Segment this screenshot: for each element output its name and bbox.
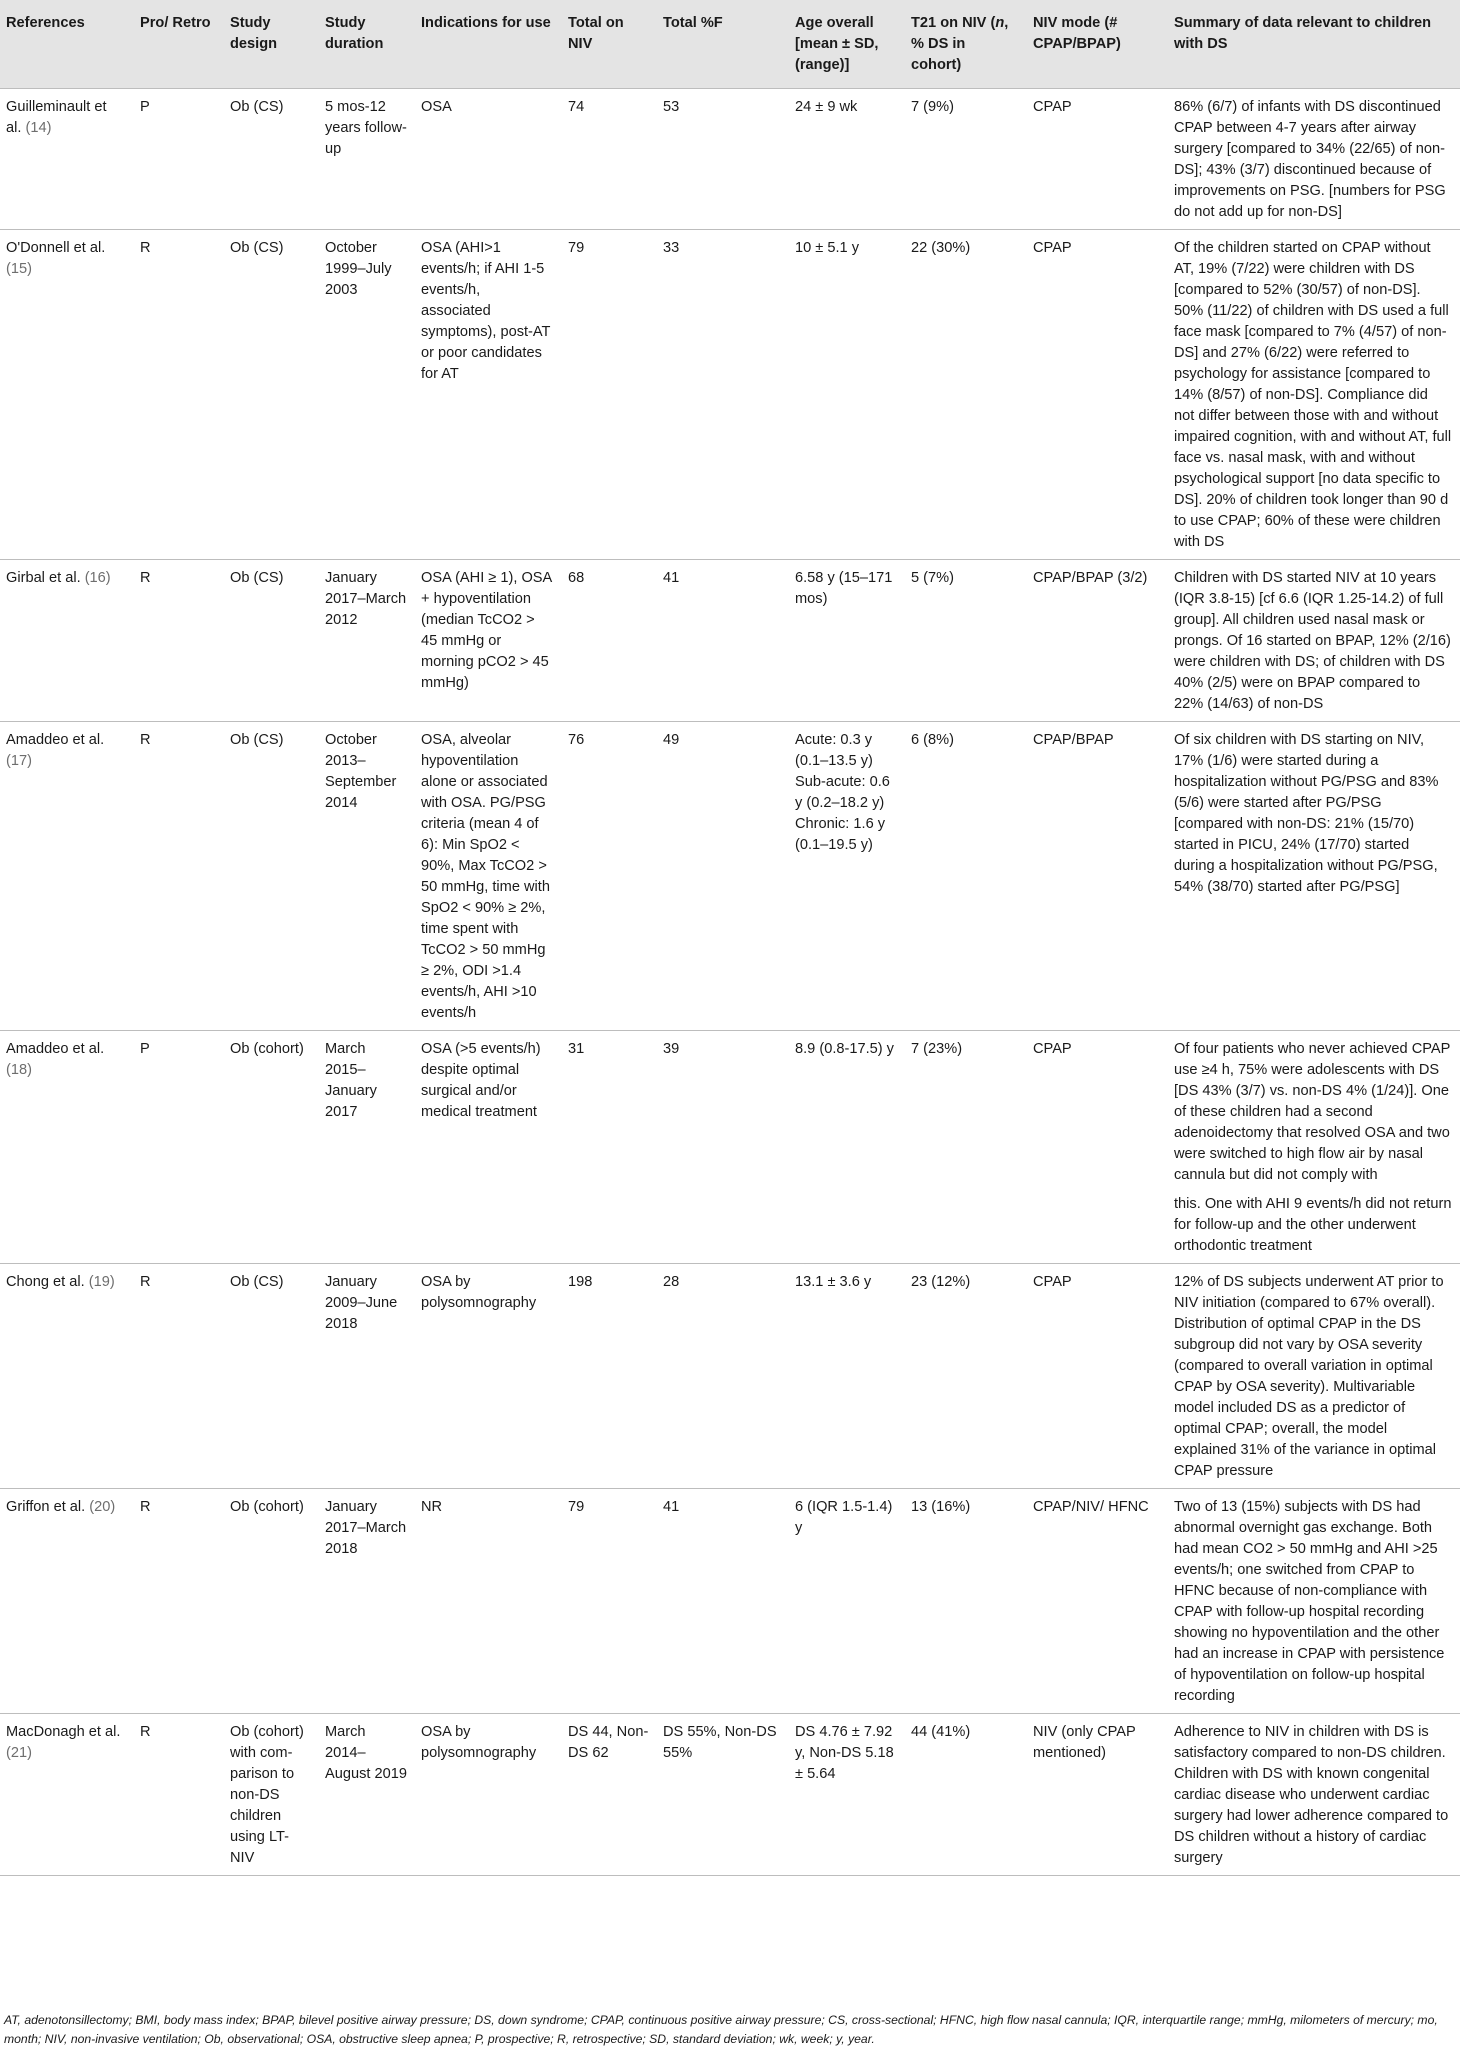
cell-design: Ob (CS) bbox=[230, 732, 284, 748]
cell-duration: October 1999–July 2003 bbox=[325, 240, 392, 298]
cell-summary-continued: this. One with AHI 9 events/h did not return for follow-up and the other underwent orthodontic treatment bbox=[1174, 1196, 1452, 1254]
citation-link[interactable]: (16) bbox=[84, 570, 111, 586]
cell-reference bbox=[0, 230, 134, 560]
cell-pro-retro: P bbox=[140, 99, 150, 115]
cell-age: Acute: 0.3 y (0.1–13.5 y) Sub-acute: 0.6 y (0.2–18.2 y) Chronic: 1.6 y (0.1–19.5 y) bbox=[795, 732, 890, 853]
citation-link[interactable]: (17) bbox=[6, 753, 32, 769]
cell-indications: OSA (>5 events/h) despite optimal surgical and/or medical treatment bbox=[421, 1041, 541, 1120]
cell-niv-mode: CPAP bbox=[1033, 1274, 1072, 1290]
table-row-continuation bbox=[0, 1192, 1460, 1264]
cell-summary: 12% of DS subjects underwent AT prior to NIV initiation (compared to 67% overall). Distribution of optimal CPAP in the DS subgroup did not vary by OSA severity (compared to overall variation in optimal CPAP by OSA severity). Multivariable model included DS as a predictor of optimal CPAP; overall, the model explained 31% of the variance in optimal CPAP pressure bbox=[1174, 1274, 1444, 1479]
cell-reference bbox=[0, 1264, 134, 1489]
table-row bbox=[0, 1714, 1460, 1876]
citation-link[interactable]: (20) bbox=[89, 1499, 116, 1515]
table-row bbox=[0, 1264, 1460, 1489]
cell-summary: Two of 13 (15%) subjects with DS had abnormal overnight gas exchange. Both had mean CO2 > 50 mmHg and AHI >25 events/h; one switched from CPAP to HFNC because of non-compliance with CPAP with follow-up hospital recording showing no hypoventilation and the other had an increase in CPAP with persistence of hypoventilation on follow-up hospital recording bbox=[1174, 1499, 1445, 1704]
cell-design: Ob (CS) bbox=[230, 570, 284, 586]
cell-total-niv: 31 bbox=[568, 1041, 585, 1057]
cell-reference bbox=[0, 1031, 134, 1193]
cell-design: Ob (cohort) bbox=[230, 1499, 304, 1515]
ref-name: MacDonagh et al. bbox=[6, 1724, 121, 1740]
cell-indications: OSA (AHI>1 events/h; if AHI 1-5 events/h, associated symptoms), post-AT or poor candidates for AT bbox=[421, 240, 551, 382]
cell-t21: 13 (16%) bbox=[911, 1499, 971, 1515]
header-age: Age overall [mean ± SD, (range)] bbox=[789, 0, 905, 89]
cell-summary: Of four patients who never achieved CPAP use ≥4 h, 75% were adolescents with DS [DS 43% (3/7) vs. non-DS 4% (1/24)]. One of these children had a second adenoidectomy that resolved OSA and two were switched to high flow air by nasal cannula but did not comply with bbox=[1174, 1041, 1451, 1183]
cell-total-niv: 74 bbox=[568, 99, 585, 115]
cell-total-f: 53 bbox=[663, 99, 680, 115]
cell-pro-retro: R bbox=[140, 1499, 151, 1515]
citation-link[interactable]: (18) bbox=[6, 1062, 32, 1078]
cell-duration: March 2015–January 2017 bbox=[325, 1041, 377, 1120]
cell-pro-retro: R bbox=[140, 570, 151, 586]
cell-design: Ob (CS) bbox=[230, 99, 284, 115]
cell-pro-retro: R bbox=[140, 732, 151, 748]
header-references: References bbox=[0, 0, 134, 89]
cell-niv-mode: CPAP/NIV/ HFNC bbox=[1033, 1499, 1149, 1515]
cell-total-f: 41 bbox=[663, 1499, 680, 1515]
cell-reference bbox=[0, 560, 134, 722]
header-study-duration: Study duration bbox=[319, 0, 415, 89]
cell-indications: OSA by polysomnography bbox=[421, 1274, 537, 1311]
header-t21-post: , % DS in cohort) bbox=[911, 15, 1009, 73]
cell-summary: Of the children started on CPAP without AT, 19% (7/22) were children with DS [compared to 52% (30/57) of non-DS]. 50% (11/22) of children with DS used a full face mask [compared to 7% (4/57) of non-DS] and 27% (6/22) were referred to psychology for assistance [compared to 14% (8/57) of non-DS]. Compliance did not differ between those with and without impaired cognition, with and without AT, full face vs. nasal mask, with and without psychological support [no data specific to DS]. 20% of children took longer than 90 d to use CPAP; 60% of these were children with DS bbox=[1174, 240, 1452, 550]
cell-total-f: 39 bbox=[663, 1041, 680, 1057]
cell-total-f: 28 bbox=[663, 1274, 680, 1290]
header-indications: Indications for use bbox=[415, 0, 562, 89]
cell-age: 6 (IQR 1.5-1.4) y bbox=[795, 1499, 893, 1536]
header-t21-pre: T21 on NIV ( bbox=[911, 15, 996, 31]
cell-age: DS 4.76 ± 7.92 y, Non-DS 5.18 ± 5.64 bbox=[795, 1724, 894, 1782]
header-total-niv: Total on NIV bbox=[562, 0, 657, 89]
header-t21 bbox=[905, 0, 1027, 89]
table-body bbox=[0, 89, 1460, 1876]
cell-indications: NR bbox=[421, 1499, 443, 1515]
cell-t21: 44 (41%) bbox=[911, 1724, 971, 1740]
cell-age: 8.9 (0.8-17.5) y bbox=[795, 1041, 894, 1057]
cell-t21: 22 (30%) bbox=[911, 240, 971, 256]
ref-name: Amaddeo et al. bbox=[6, 732, 105, 748]
cell-total-niv: 79 bbox=[568, 240, 585, 256]
citation-link[interactable]: (19) bbox=[88, 1274, 115, 1290]
header-niv-mode: NIV mode (# CPAP/BPAP) bbox=[1027, 0, 1168, 89]
citation-link[interactable]: (15) bbox=[6, 261, 32, 277]
cell-niv-mode: CPAP bbox=[1033, 240, 1072, 256]
cell-total-f: 33 bbox=[663, 240, 680, 256]
cell-indications: OSA by polysomnography bbox=[421, 1724, 537, 1761]
cell-reference bbox=[0, 1489, 134, 1714]
cell-t21: 7 (23%) bbox=[911, 1041, 963, 1057]
cell-indications: OSA bbox=[421, 99, 452, 115]
cell-design: Ob (cohort) bbox=[230, 1041, 304, 1057]
header-row bbox=[0, 0, 1460, 89]
cell-summary: Adherence to NIV in children with DS is satisfactory compared to non-DS children. Children with DS with known congenital cardiac disease who underwent cardiac surgery had lower adherence compared to DS children without a history of cardiac surgery bbox=[1174, 1724, 1449, 1866]
table-row bbox=[0, 560, 1460, 722]
cell-design: Ob (cohort) with com- parison to non-DS children using LT-NIV bbox=[230, 1724, 304, 1866]
citation-link[interactable]: (14) bbox=[25, 120, 52, 136]
cell-niv-mode: CPAP bbox=[1033, 1041, 1072, 1057]
cell-age: 13.1 ± 3.6 y bbox=[795, 1274, 872, 1290]
citation-link[interactable]: (21) bbox=[6, 1745, 32, 1761]
cell-niv-mode: CPAP/BPAP bbox=[1033, 732, 1114, 748]
ref-name: Girbal et al. bbox=[6, 570, 81, 586]
cell-pro-retro: R bbox=[140, 240, 151, 256]
cell-reference bbox=[0, 1714, 134, 1876]
cell-pro-retro: R bbox=[140, 1724, 151, 1740]
cell-indications: OSA, alveolar hypoventilation alone or associated with OSA. PG/PSG criteria (mean 4 of 6): Min SpO2 < 90%, Max TcCO2 > 50 mmHg, time with SpO2 < 90% ≥ 2%, time spent with TcCO2 > 50 mmHg ≥ 2%, ODI >1.4 events/h, AHI >10 events/h bbox=[421, 732, 550, 1021]
ref-name: Amaddeo et al. bbox=[6, 1041, 105, 1057]
cell-niv-mode: NIV (only CPAP mentioned) bbox=[1033, 1724, 1136, 1761]
cell-design: Ob (CS) bbox=[230, 1274, 284, 1290]
table-row bbox=[0, 230, 1460, 560]
table-row bbox=[0, 89, 1460, 230]
cell-summary: 86% (6/7) of infants with DS discontinued CPAP between 4-7 years after airway surgery [compared to 34% (22/65) of non-DS]; 43% (3/7) discontinued because of improvements on PSG. [numbers for PSG do not add up for non-DS] bbox=[1174, 99, 1446, 220]
cell-pro-retro: P bbox=[140, 1041, 150, 1057]
header-summary: Summary of data relevant to children with DS bbox=[1168, 0, 1460, 89]
cell-t21: 23 (12%) bbox=[911, 1274, 971, 1290]
table-row bbox=[0, 1489, 1460, 1714]
ref-name: Griffon et al. bbox=[6, 1499, 86, 1515]
cell-total-niv: 79 bbox=[568, 1499, 585, 1515]
cell-duration: January 2017–March 2012 bbox=[325, 570, 407, 628]
table-footnote: AT, adenotonsillectomy; BMI, body mass index; BPAP, bilevel positive airway pressure; DS, down syndrome; CPAP, continuous positive airway pressure; CS, cross-sectional; HFNC, high flow nasal cannula; IQR, interquartile range; mmHg, milometers of mercury; mo, month; NIV, non-invasive ventilation; Ob, observational; OSA, obstructive sleep apnea; P, prospective; R, retrospective; SD, standard deviation; wk, week; y, year. bbox=[4, 2013, 1438, 2046]
cell-t21: 6 (8%) bbox=[911, 732, 954, 748]
cell-total-niv: DS 44, Non-DS 62 bbox=[568, 1724, 649, 1761]
cell-niv-mode: CPAP bbox=[1033, 99, 1072, 115]
cell-age: 24 ± 9 wk bbox=[795, 99, 858, 115]
cell-niv-mode: CPAP/BPAP (3/2) bbox=[1033, 570, 1148, 586]
cell-duration: October 2013–September 2014 bbox=[325, 732, 397, 811]
header-pro-retro: Pro/ Retro bbox=[134, 0, 224, 89]
table-row bbox=[0, 722, 1460, 1031]
header-study-design: Study design bbox=[224, 0, 319, 89]
cell-duration: January 2017–March 2018 bbox=[325, 1499, 407, 1557]
cell-t21: 5 (7%) bbox=[911, 570, 954, 586]
cell-total-niv: 76 bbox=[568, 732, 585, 748]
cell-total-niv: 198 bbox=[568, 1274, 593, 1290]
header-t21-n: n bbox=[995, 15, 1005, 31]
cell-duration: March 2014–August 2019 bbox=[325, 1724, 407, 1782]
cell-reference bbox=[0, 722, 134, 1031]
cell-reference bbox=[0, 89, 134, 230]
cell-duration: 5 mos-12 years follow-up bbox=[325, 99, 407, 157]
cell-indications: OSA (AHI ≥ 1), OSA + hypoventilation (median TcCO2 > 45 mmHg or morning pCO2 > 45 mmHg) bbox=[421, 570, 552, 691]
cell-total-niv: 68 bbox=[568, 570, 585, 586]
cell-design: Ob (CS) bbox=[230, 240, 284, 256]
table-row bbox=[0, 1031, 1460, 1193]
cell-duration: January 2009–June 2018 bbox=[325, 1274, 398, 1332]
cell-summary: Of six children with DS starting on NIV, 17% (1/6) were started during a hospitalization without PG/PSG and 83% (5/6) were started after PG/PSG [compared with non-DS: 21% (15/70) started in PICU, 24% (17/70) started during a hospitalization without PG/PSG, 54% (38/70) started after PG/PSG] bbox=[1174, 732, 1439, 895]
cell-t21: 7 (9%) bbox=[911, 99, 954, 115]
table-header bbox=[0, 0, 1460, 89]
cell-total-f: 41 bbox=[663, 570, 680, 586]
ref-name: Chong et al. bbox=[6, 1274, 85, 1290]
cell-age: 10 ± 5.1 y bbox=[795, 240, 859, 256]
cell-total-f: DS 55%, Non-DS 55% bbox=[663, 1724, 777, 1761]
ref-name: Guilleminault et al. bbox=[6, 99, 107, 136]
header-total-f: Total %F bbox=[657, 0, 789, 89]
cell-age: 6.58 y (15–171 mos) bbox=[795, 570, 893, 607]
cell-total-f: 49 bbox=[663, 732, 680, 748]
cell-pro-retro: R bbox=[140, 1274, 151, 1290]
ref-name: O'Donnell et al. bbox=[6, 240, 106, 256]
cell-summary: Children with DS started NIV at 10 years (IQR 3.8-15) [cf 6.6 (IQR 1.25-14.2) of full group]. All children used nasal mask or prongs. Of 16 started on BPAP, 12% (2/16) were children with DS; of children with DS 40% (2/5) were on BPAP compared to 22% (14/63) of non-DS bbox=[1174, 570, 1451, 712]
